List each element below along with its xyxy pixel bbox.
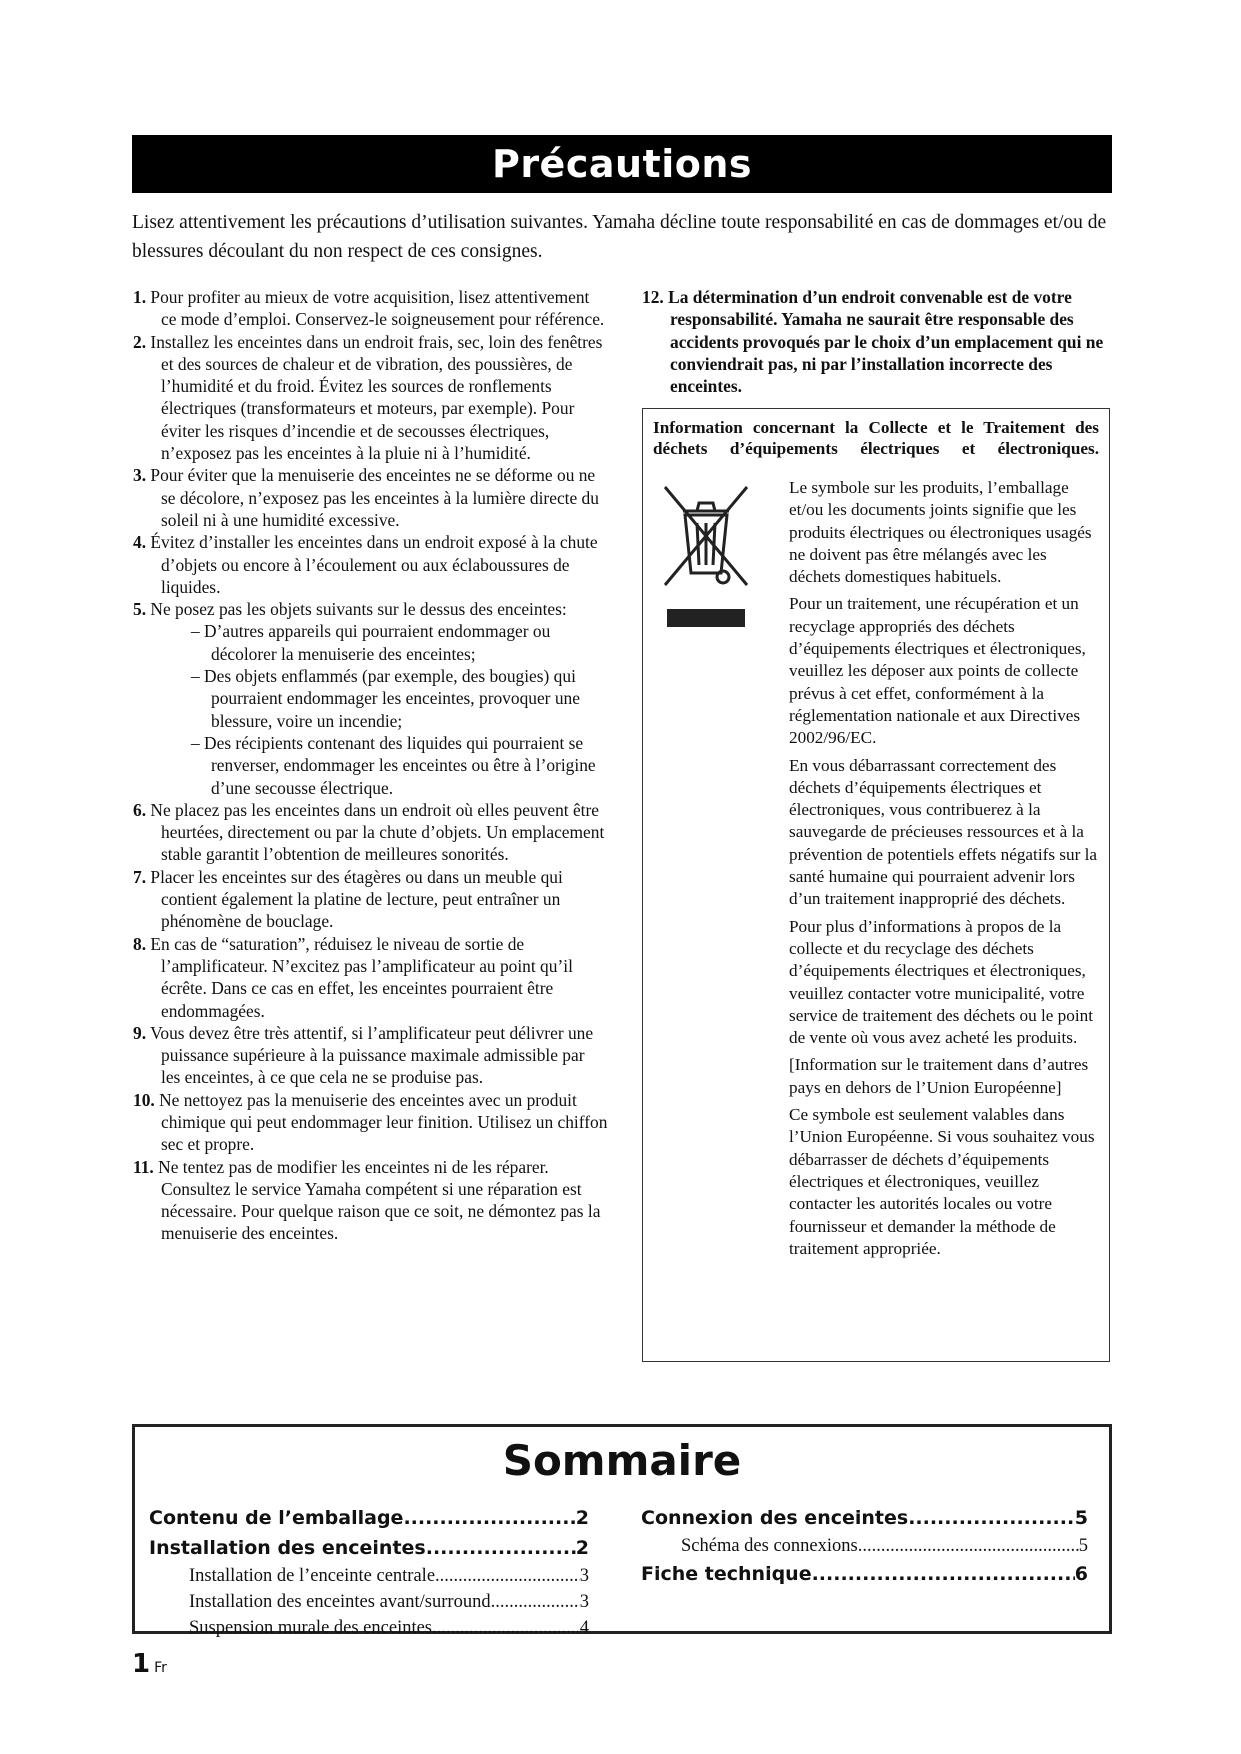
- precaution-item: 1. Pour profiter au mieux de votre acquisition, lisez attentivement ce mode d’emploi. Conservez-le soigneusement pour référence.: [133, 287, 605, 330]
- toc-left-column: [149, 1503, 589, 1641]
- toc-title: Sommaire: [502, 1436, 742, 1485]
- precaution-item: 8. En cas de “saturation”, réduisez le niveau de sortie de l’amplificateur. N’excitez pas l’amplificateur au point qu’il écrête. Dans ce cas en effet, les enceintes pourraient être endommagées.: [133, 933, 573, 1021]
- toc-subentry[interactable]: Installation de l’enceinte centrale ..... 3: [149, 1563, 589, 1589]
- precaution-item: 6. Ne placez pas les enceintes dans un endroit où elles peuvent être heurtées, directement ou par la chute d’objets. Un emplacement stable garantit l’obtention de meilleures sonorités.: [133, 799, 605, 865]
- precaution-item: 3. Pour éviter que la menuiserie des enceintes ne se déforme ou ne se décolore, n’exposez pas les enceintes à la lumière directe du soleil ni à une humidité excessive.: [133, 465, 599, 530]
- weee-text: [789, 477, 1101, 1265]
- toc-right-column: [641, 1503, 1088, 1589]
- weee-paragraph: Ce symbole est seulement valables dans l’Union Européenne. Si vous souhaitez vous débarrasser de déchets d’équipements électriques et électroniques, veuillez contacter les autorités locales ou votre fournisseur et demander la méthode de traitement appropriée.: [789, 1105, 1095, 1258]
- page-footer: [132, 1649, 167, 1679]
- page-title: Précautions: [132, 135, 1112, 193]
- precaution-item: 7. Placer les enceintes sur des étagères ou dans un meuble qui contient également la platine de lecture, peut entraîner un phénomène de bouclage.: [133, 866, 563, 932]
- crossed-wheelie-bin-icon: [661, 481, 751, 631]
- weee-paragraph: Pour plus d’informations à propos de la collecte et du recyclage des déchets d’équipements électriques et électroniques, veuillez contacter votre municipalité, votre service de traitement des déchets ou le point de vente où vous avez acheté les produits.: [789, 916, 1094, 1048]
- toc-entry[interactable]: Contenu de l’emballage ..... 2: [149, 1503, 589, 1533]
- precaution-item: 10. Ne nettoyez pas la menuiserie des enceintes avec un produit chimique qui peut endommager leur finition. Utilisez un chiffon sec et propre.: [133, 1089, 608, 1155]
- precaution-item: 9. Vous devez être très attentif, si l’amplificateur peut délivrer une puissance supérieure à la puissance maximale admissible par les enceintes, à ce que cela ne se produise pas.: [133, 1022, 594, 1088]
- weee-paragraph: Le symbole sur les produits, l’emballage et/ou les documents joints signifie que les produits électriques ou électroniques usagés ne doivent pas être mélangés avec les déchets domestiques habituels.: [789, 478, 1092, 587]
- intro-paragraph: Lisez attentivement les précautions d’utilisation suivantes. Yamaha décline toute responsabilité en cas de dommages et/ou de blessures découlant du non respect de ces consignes.: [132, 212, 1107, 262]
- toc-subentry[interactable]: Suspension murale des enceintes ..... 4: [149, 1615, 589, 1641]
- precaution-sublist: [161, 620, 608, 798]
- precaution-item: 2. Installez les enceintes dans un endroit frais, sec, loin des fenêtres et des sources de chaleur et de vibration, des poussières, de l’humidité et du froid. Évitez les sources de ronflements électriques (transformateurs et moteurs, par exemple). Pour éviter les risques d’incendie et de secousses électriques, n’exposez pas les enceintes à la pluie ni à l’humidité.: [133, 331, 603, 464]
- precaution-item: 5. Ne posez pas les objets suivants sur le dessus des enceintes: – D’autres appareils qui pourraient endommager ou décolorer la menuiserie des enceintes; – Des objets enflammés (par exemple, des bougies) qui pourraient endommager les enceintes, provoquer une blessure, voire un incendie; – Des récipients contenant des liquides qui pourraient se renverser, endommager les enceintes ou être à l’origine d’une secousse électrique.: [133, 598, 608, 799]
- precaution-subitem: – D’autres appareils qui pourraient endommager ou décolorer la menuiserie des enceintes;: [191, 621, 551, 664]
- weee-info-box: [642, 408, 1110, 1362]
- toc-entry[interactable]: Connexion des enceintes ..... 5: [641, 1503, 1088, 1533]
- table-of-contents: [132, 1424, 1112, 1638]
- toc-entry[interactable]: Installation des enceintes ..... 2: [149, 1533, 589, 1563]
- page-number: 1: [132, 1649, 151, 1679]
- precaution-item-12: 12. La détermination d’un endroit convenable est de votre responsabilité. Yamaha ne saurait être responsable des accidents provoqués par le choix d’un emplacement qui ne conviendrait pas, ni par l’installation incorrecte des enceintes.: [642, 287, 1104, 397]
- toc-entry[interactable]: Fiche technique ..... 6: [641, 1559, 1088, 1589]
- precaution-item: 11. Ne tentez pas de modifier les enceintes ni de les réparer. Consultez le service Yamaha compétent si une réparation est nécessaire. Pour quelque raison que ce soit, ne démontez pas la menuiserie des enceintes.: [133, 1156, 601, 1244]
- precaution-subitem: – Des récipients contenant des liquides qui pourraient se renverser, endommager les enceintes ou être à l’origine d’une secousse électrique.: [191, 732, 596, 798]
- weee-paragraph: [Information sur le traitement dans d’autres pays en dehors de l’Union Européenne]: [789, 1055, 1089, 1097]
- toc-subentry[interactable]: Schéma des connexions ..... 5: [641, 1533, 1088, 1559]
- weee-paragraph: Pour un traitement, une récupération et un recyclage appropriés des déchets d’équipements électriques et électroniques, veuillez les déposer aux points de collecte prévus à cet effet, conformément à la réglementation nationale et aux Directives 2002/96/EC.: [789, 594, 1086, 748]
- precautions-list-left: [133, 286, 608, 1245]
- language-code: Fr: [154, 1660, 167, 1676]
- precautions-list-right: [642, 286, 1112, 397]
- weee-title: Information concernant la Collecte et le Traitement des déchets d’équipements électriques et électroniques.: [653, 418, 1099, 458]
- precaution-subitem: – Des objets enflammés (par exemple, des bougies) qui pourraient endommager les enceintes, provoquer une blessure, voire un incendie;: [191, 666, 580, 731]
- precaution-item: 4. Évitez d’installer les enceintes dans un endroit exposé à la chute d’objets ou encore à l’écoulement ou aux éclaboussures de liquides.: [133, 532, 598, 597]
- toc-subentry[interactable]: Installation des enceintes avant/surround ..... 3: [149, 1589, 589, 1615]
- weee-paragraph: En vous débarrassant correctement des déchets d’équipements électriques et électroniques, vous contribuerez à la sauvegarde de précieuses ressources et à la prévention de potentiels effets négatifs sur la santé humaine qui pourraient advenir lors d’un traitement inapproprié des déchets.: [789, 755, 1098, 909]
